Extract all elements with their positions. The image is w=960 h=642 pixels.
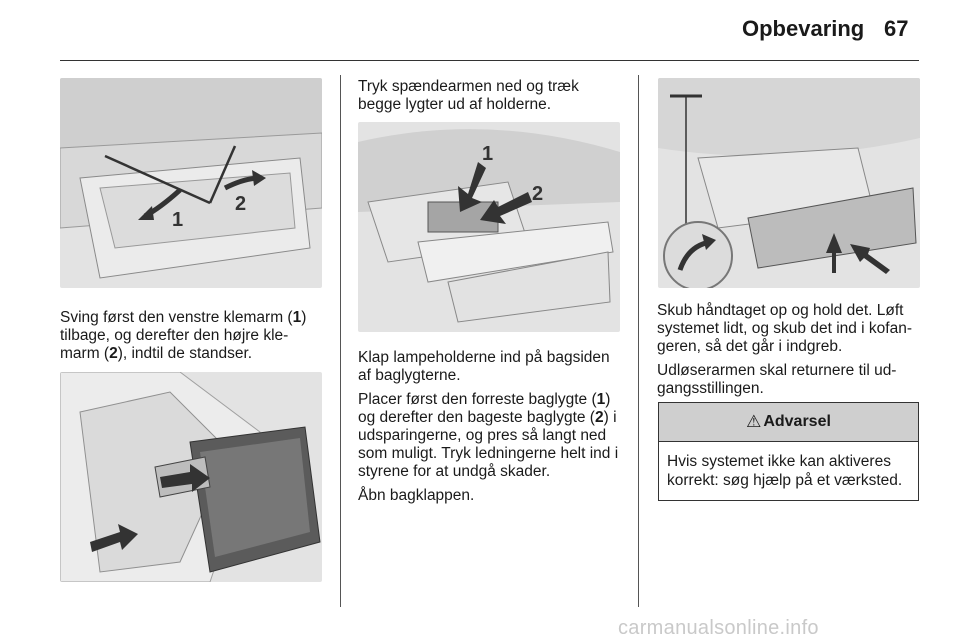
warning-text: Hvis systemet ikke kan aktiveres korrekt: søg hjælp på et værksted. — [667, 453, 903, 489]
callout-1: 1 — [482, 143, 494, 165]
warning-icon: ⚠ — [746, 412, 762, 431]
figure-bumper-insert — [658, 78, 920, 288]
column-divider-right — [638, 75, 639, 607]
col3-body: Skub håndtaget op og hold det. Løft systemet lidt, og skub det ind i kofan-geren, så det går i indgreb. Udløserarmen skal returnere til ud-gangsstillingen. — [657, 302, 913, 397]
figure-tail-lamps — [358, 122, 620, 332]
header-rule — [60, 60, 919, 61]
tail-lamps-illustration — [358, 122, 620, 332]
callout-2: 2 — [532, 183, 544, 205]
column-divider-left — [340, 75, 341, 607]
section-title: Opbevaring — [742, 16, 865, 41]
bumper-insert-illustration — [658, 78, 920, 288]
page-number: 67 — [884, 16, 909, 41]
col2-body: Klap lampeholderne ind på bagsiden af baglygterne. Placer først den forreste baglygte (1) og derefter den bageste baglygte (2) i udsparingerne, og pres så langt ned som muligt. Tryk ledningerne helt ind i styrene for at undgå skader. Åbn bagklappen. — [358, 349, 619, 504]
figure-clamp-arms — [60, 78, 322, 288]
warning-box — [658, 402, 919, 501]
figure-lamp-holders — [60, 372, 322, 582]
warning-title: Advarsel — [763, 413, 831, 430]
col1-paragraph: Sving først den venstre klemarm (1) tilbage, og derefter den højre kle-marm (2), indtil de standser. — [60, 309, 307, 362]
callout-2: 2 — [235, 193, 247, 215]
col2-intro: Tryk spændearmen ned og træk begge lygter ud af holderne. — [358, 78, 579, 113]
clamp-arms-illustration — [60, 78, 322, 288]
lamp-holders-illustration — [60, 372, 322, 582]
warning-header — [659, 403, 918, 442]
watermark: carmanualsonline.info — [618, 617, 819, 639]
callout-1: 1 — [172, 209, 184, 231]
